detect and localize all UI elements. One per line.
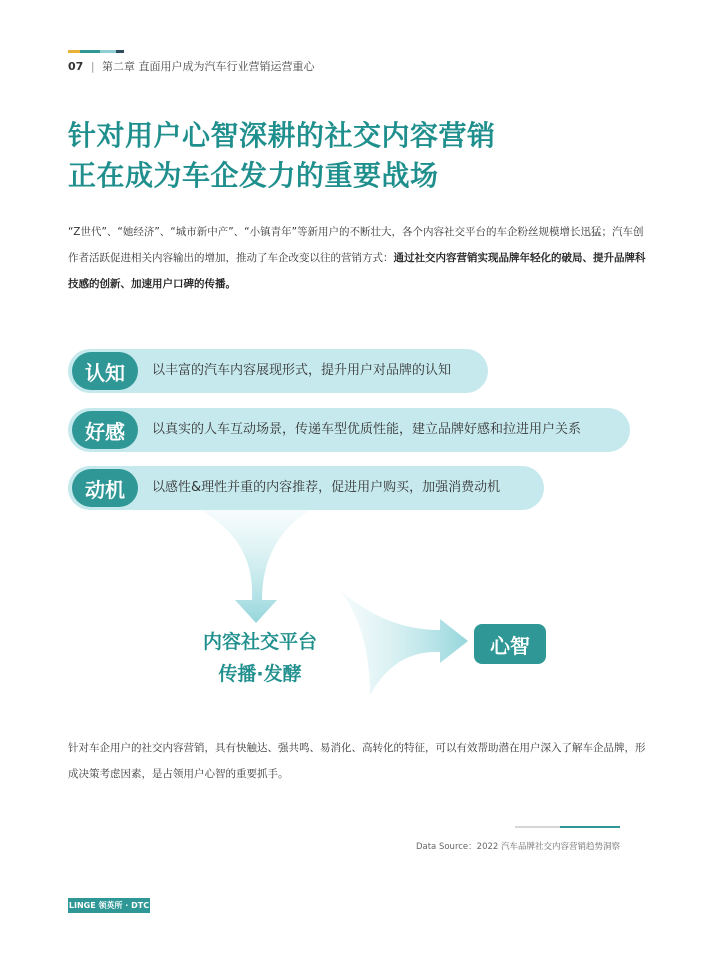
page-title [68,116,496,196]
down-arrow [200,510,310,623]
title-line-2: 正在成为车企发力的重要战场 [68,159,439,192]
chapter-title: 第二章 直面用户成为汽车行业营销运营重心 [102,60,315,73]
stage-pill-motivation: 动机 [72,469,138,507]
intro-paragraph [68,219,648,297]
summary-paragraph: 针对车企用户的社交内容营销，具有快触达、强共鸣、易消化、高转化的特征，可以有效帮助潜在用户深入了解车企品牌，形成决策考虑因素，是占领用户心智的重要抓手。 [68,742,646,780]
platform-line-1: 内容社交平台 [202,631,317,653]
title-line-1: 针对用户心智深耕的社交内容营销 [68,119,496,152]
intro-text: “Z世代”、“她经济”、“城市新中产”、“小镇青年”等新用户的不断壮大，各个内容社交平台的车企粉丝规模增长迅猛；汽车创作者活跃促进相关内容输出的增加，推动了车企改变以往的营销方式： [68,226,644,264]
stage-pill-favorability: 好感 [72,411,138,449]
mind-target-box: 心智 [474,624,546,664]
source-line-gray [515,826,560,828]
page-header [68,58,315,74]
stage-text-awareness: 以丰富的汽车内容展现形式，提升用户对品牌的认知 [152,363,452,378]
platform-line-2: 传播·发酵 [218,663,302,685]
stage-text-favorability: 以真实的人车互动场景，传递车型优质性能，建立品牌好感和拉进用户关系 [152,422,582,437]
intro-bold-text: 通过社交内容营销实现品牌年轻化的破局、提升品牌科技感的创新、加速用户口碑的传播。 [68,252,646,290]
page-number: 07 [68,60,84,73]
header-accent-bars [68,50,124,54]
footer-logo: LINGE 领英所 · DTC [68,898,150,913]
stage-row-awareness [68,349,488,393]
platform-label [150,626,370,690]
header-separator: | [90,60,95,73]
stage-text-motivation: 以感性&理性并重的内容推荐，促进用户购买，加强消费动机 [152,480,501,495]
stage-row-favorability [68,408,630,452]
stage-pill-awareness: 认知 [72,352,138,390]
data-source: Data Source：2022 汽车品牌社交内容营销趋势洞察 [415,842,620,852]
source-line-teal [560,826,620,828]
